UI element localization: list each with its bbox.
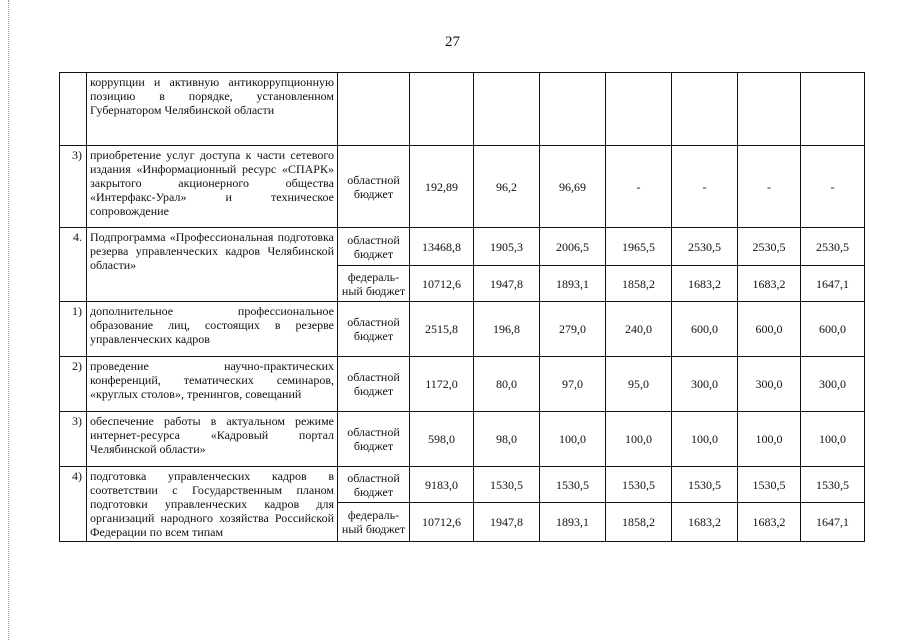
row-description: обеспечение работы в актуальном режиме интернет-ресурса «Кадровый портал Челябинской области»: [87, 412, 338, 467]
funding-source: областной бюджет: [338, 302, 410, 357]
page-left-edge: [8, 0, 9, 640]
amount-cell: 10712,6: [410, 503, 474, 542]
table-row: [60, 73, 865, 146]
amount-cell: 1530,5: [540, 467, 606, 503]
funding-source: областной бюджет: [338, 357, 410, 412]
amount-cell: 100,0: [606, 412, 672, 467]
amount-cell: 1858,2: [606, 266, 672, 302]
row-description: проведение научно-практических конференций, тематических семинаров, «круглых столов», тренингов, совещаний: [87, 357, 338, 412]
row-index: 3): [60, 412, 87, 467]
amount-cell: 1683,2: [738, 266, 801, 302]
row-index: 1): [60, 302, 87, 357]
funding-source: федераль-ный бюджет: [338, 266, 410, 302]
amount-cell: 1965,5: [606, 228, 672, 266]
budget-table: [59, 72, 865, 542]
amount-cell: 1893,1: [540, 266, 606, 302]
amount-cell: 240,0: [606, 302, 672, 357]
table-row: [60, 302, 865, 357]
funding-source: [338, 73, 410, 146]
table-row: [60, 228, 865, 266]
row-index: 4): [60, 467, 87, 542]
amount-cell: 300,0: [738, 357, 801, 412]
amount-cell: [606, 73, 672, 146]
amount-cell: -: [801, 146, 865, 228]
amount-cell: [474, 73, 540, 146]
amount-cell: -: [606, 146, 672, 228]
amount-cell: 1683,2: [738, 503, 801, 542]
amount-cell: 192,89: [410, 146, 474, 228]
row-description: подготовка управленческих кадров в соответствии с Государственным планом подготовки управленческих кадров для организаций народного хозяйства Российской Федерации по всем типам: [87, 467, 338, 542]
amount-cell: 1530,5: [606, 467, 672, 503]
funding-source: областной бюджет: [338, 467, 410, 503]
amount-cell: 1683,2: [672, 266, 738, 302]
amount-cell: 10712,6: [410, 266, 474, 302]
amount-cell: 2530,5: [672, 228, 738, 266]
amount-cell: 1905,3: [474, 228, 540, 266]
amount-cell: 1647,1: [801, 266, 865, 302]
amount-cell: 98,0: [474, 412, 540, 467]
amount-cell: 1530,5: [801, 467, 865, 503]
amount-cell: 1858,2: [606, 503, 672, 542]
amount-cell: 100,0: [540, 412, 606, 467]
amount-cell: 100,0: [801, 412, 865, 467]
amount-cell: 80,0: [474, 357, 540, 412]
amount-cell: 300,0: [801, 357, 865, 412]
amount-cell: 1947,8: [474, 266, 540, 302]
amount-cell: [410, 73, 474, 146]
amount-cell: 1530,5: [738, 467, 801, 503]
amount-cell: 9183,0: [410, 467, 474, 503]
table-row: [60, 467, 865, 503]
amount-cell: 2006,5: [540, 228, 606, 266]
amount-cell: 97,0: [540, 357, 606, 412]
row-description: дополнительное профессиональное образование лиц, состоящих в резерве управленческих кадров: [87, 302, 338, 357]
amount-cell: 1947,8: [474, 503, 540, 542]
amount-cell: 100,0: [738, 412, 801, 467]
table-row: [60, 412, 865, 467]
row-index: 3): [60, 146, 87, 228]
amount-cell: 600,0: [738, 302, 801, 357]
amount-cell: [540, 73, 606, 146]
row-description: коррупции и активную антикоррупционную позицию в порядке, установленном Губернатором Челябинской области: [87, 73, 338, 146]
amount-cell: 300,0: [672, 357, 738, 412]
funding-source: областной бюджет: [338, 412, 410, 467]
row-description: приобретение услуг доступа к части сетевого издания «Информационный ресурс «СПАРК» закрытого акционерного общества «Интерфакс-Урал» и техническое сопровождение: [87, 146, 338, 228]
amount-cell: 196,8: [474, 302, 540, 357]
amount-cell: 96,2: [474, 146, 540, 228]
amount-cell: 1893,1: [540, 503, 606, 542]
amount-cell: 100,0: [672, 412, 738, 467]
amount-cell: 96,69: [540, 146, 606, 228]
row-index: [60, 73, 87, 146]
page-number: 27: [445, 34, 460, 50]
row-index: 2): [60, 357, 87, 412]
table-body: [60, 73, 865, 542]
amount-cell: 2530,5: [801, 228, 865, 266]
amount-cell: 598,0: [410, 412, 474, 467]
funding-source: областной бюджет: [338, 146, 410, 228]
row-index: 4.: [60, 228, 87, 302]
table-row: [60, 357, 865, 412]
amount-cell: 2515,8: [410, 302, 474, 357]
amount-cell: -: [672, 146, 738, 228]
amount-cell: -: [738, 146, 801, 228]
amount-cell: 2530,5: [738, 228, 801, 266]
row-description: Подпрограмма «Профессиональная подготовка резерва управленческих кадров Челябинской области»: [87, 228, 338, 302]
amount-cell: [801, 73, 865, 146]
amount-cell: 1647,1: [801, 503, 865, 542]
amount-cell: 600,0: [672, 302, 738, 357]
amount-cell: 1683,2: [672, 503, 738, 542]
amount-cell: 279,0: [540, 302, 606, 357]
amount-cell: 13468,8: [410, 228, 474, 266]
funding-source: федераль-ный бюджет: [338, 503, 410, 542]
table-row: [60, 146, 865, 228]
amount-cell: 1530,5: [672, 467, 738, 503]
amount-cell: 600,0: [801, 302, 865, 357]
amount-cell: [672, 73, 738, 146]
amount-cell: 95,0: [606, 357, 672, 412]
funding-source: областной бюджет: [338, 228, 410, 266]
amount-cell: [738, 73, 801, 146]
amount-cell: 1530,5: [474, 467, 540, 503]
amount-cell: 1172,0: [410, 357, 474, 412]
